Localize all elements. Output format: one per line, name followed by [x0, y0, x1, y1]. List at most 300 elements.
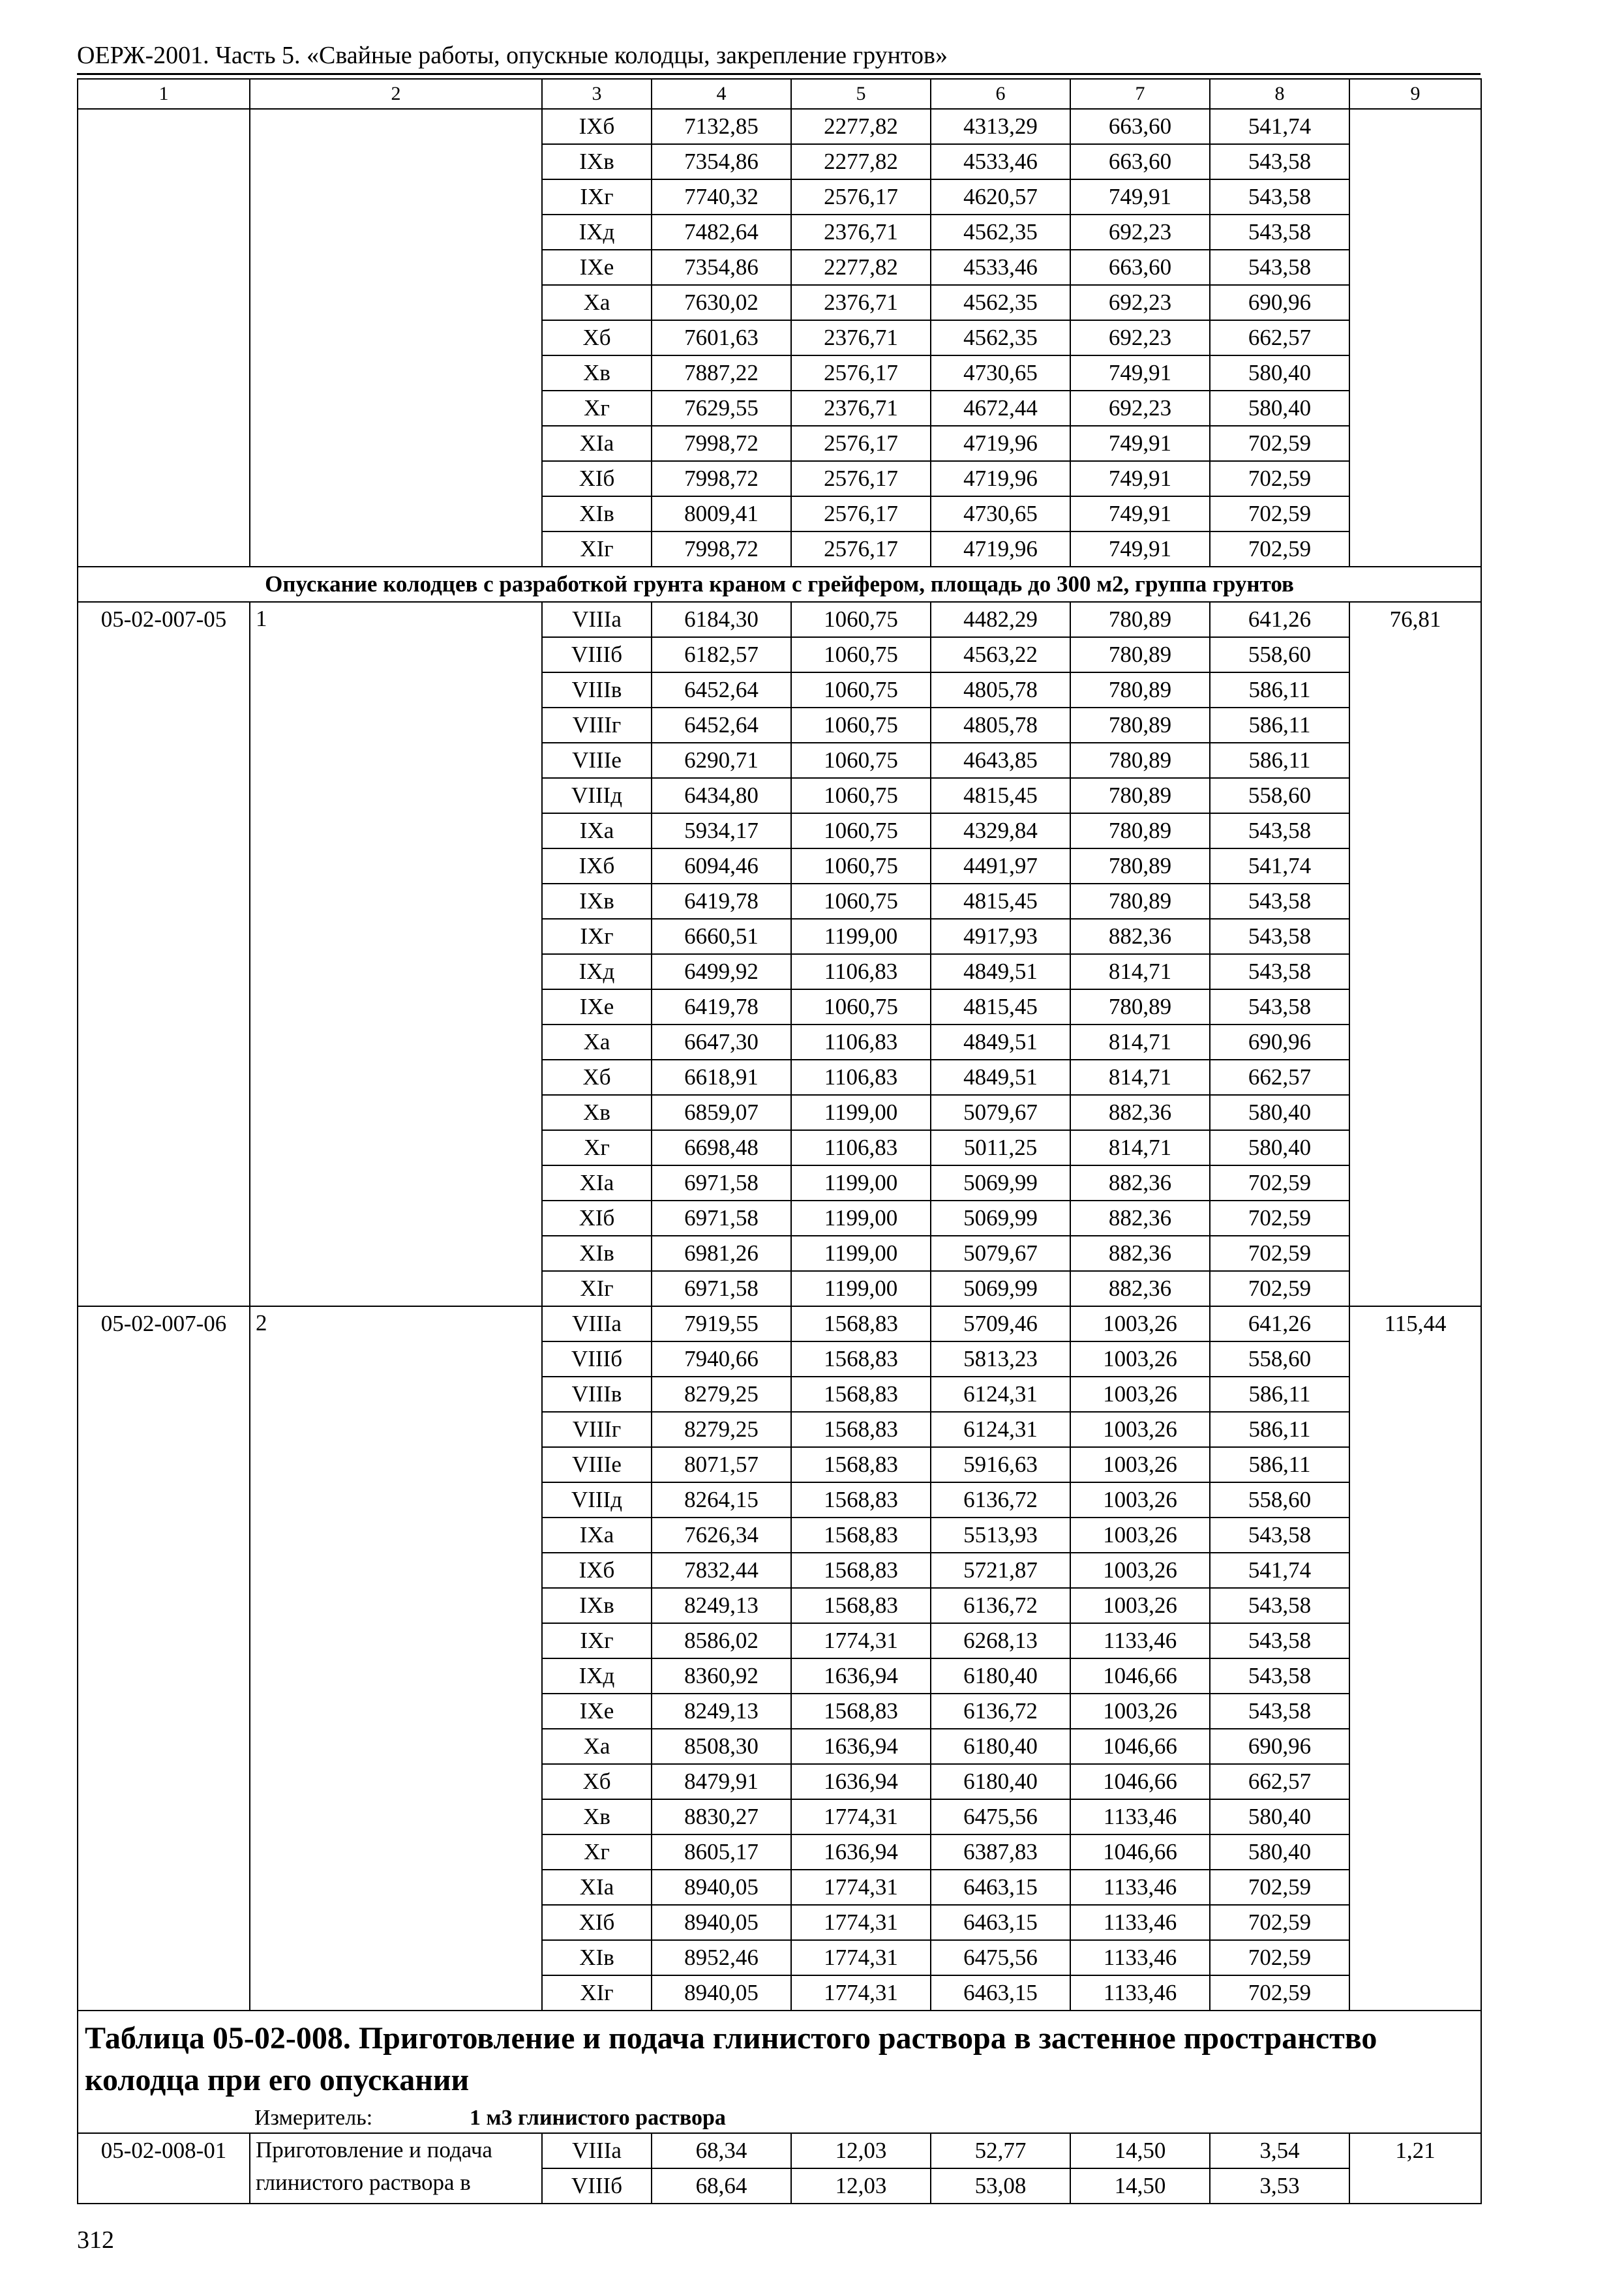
- materials-cell: 580,40: [1210, 391, 1349, 426]
- soil-group-cell: XIб: [542, 1201, 652, 1236]
- soil-group-cell: Xб: [542, 1764, 652, 1799]
- materials-cell: 543,58: [1210, 1658, 1349, 1694]
- soil-group-cell: IXа: [542, 813, 652, 848]
- total-cost-cell: 6452,64: [652, 708, 791, 743]
- soil-group-cell: Xа: [542, 1729, 652, 1764]
- wages-cell: 2576,17: [791, 496, 931, 531]
- total-cost-cell: 6182,57: [652, 637, 791, 672]
- materials-cell: 702,59: [1210, 461, 1349, 496]
- total-cost-cell: 7354,86: [652, 250, 791, 285]
- machinist-wages-cell: 882,36: [1070, 1165, 1210, 1201]
- soil-group-cell: Xг: [542, 1834, 652, 1870]
- machines-cell: 4719,96: [931, 531, 1070, 567]
- materials-cell: 702,59: [1210, 1940, 1349, 1975]
- machinist-wages-cell: 749,91: [1070, 496, 1210, 531]
- total-cost-cell: 7740,32: [652, 179, 791, 215]
- wages-cell: 1060,75: [791, 813, 931, 848]
- name-cell: Приготовление и подача глинистого раствора в: [250, 2133, 542, 2204]
- materials-cell: 580,40: [1210, 1834, 1349, 1870]
- name-cell: 2: [250, 1306, 542, 2011]
- wages-cell: 1568,83: [791, 1306, 931, 1341]
- total-cost-cell: 8071,57: [652, 1447, 791, 1482]
- wages-cell: 1199,00: [791, 1165, 931, 1201]
- machines-cell: 4620,57: [931, 179, 1070, 215]
- total-cost-cell: 7998,72: [652, 461, 791, 496]
- materials-cell: 543,58: [1210, 250, 1349, 285]
- machines-cell: 4730,65: [931, 496, 1070, 531]
- materials-cell: 641,26: [1210, 602, 1349, 637]
- machines-cell: 4563,22: [931, 637, 1070, 672]
- materials-cell: 543,58: [1210, 813, 1349, 848]
- total-cost-cell: 6971,58: [652, 1201, 791, 1236]
- wages-cell: 1774,31: [791, 1975, 931, 2011]
- machines-cell: 4849,51: [931, 1025, 1070, 1060]
- measure-row: [78, 2104, 1481, 2133]
- total-cost-cell: 8009,41: [652, 496, 791, 531]
- soil-group-cell: IXв: [542, 1588, 652, 1623]
- machines-cell: 6180,40: [931, 1729, 1070, 1764]
- materials-cell: 662,57: [1210, 1764, 1349, 1799]
- machines-cell: 4730,65: [931, 355, 1070, 391]
- soil-group-cell: VIIIв: [542, 672, 652, 708]
- machines-cell: 6136,72: [931, 1694, 1070, 1729]
- wages-cell: 1199,00: [791, 1095, 931, 1130]
- wages-cell: 1568,83: [791, 1412, 931, 1447]
- machines-cell: 4562,35: [931, 215, 1070, 250]
- total-cost-cell: 6184,30: [652, 602, 791, 637]
- column-number: 7: [1070, 79, 1210, 109]
- total-cost-cell: 7354,86: [652, 144, 791, 179]
- soil-group-cell: Xг: [542, 391, 652, 426]
- total-cost-cell: 6419,78: [652, 884, 791, 919]
- wages-cell: 1060,75: [791, 602, 931, 637]
- total-cost-cell: 7940,66: [652, 1341, 791, 1377]
- machinist-wages-cell: 780,89: [1070, 708, 1210, 743]
- machines-cell: 6463,15: [931, 1905, 1070, 1940]
- machinist-wages-cell: 780,89: [1070, 848, 1210, 884]
- table-row: [78, 109, 1481, 144]
- machines-cell: 4805,78: [931, 672, 1070, 708]
- machinist-wages-cell: 1133,46: [1070, 1940, 1210, 1975]
- total-cost-cell: 7919,55: [652, 1306, 791, 1341]
- machines-cell: 52,77: [931, 2133, 1070, 2168]
- machines-cell: 4849,51: [931, 954, 1070, 989]
- soil-group-cell: VIIIв: [542, 1377, 652, 1412]
- machines-cell: 5079,67: [931, 1095, 1070, 1130]
- machinist-wages-cell: 1003,26: [1070, 1447, 1210, 1482]
- machinist-wages-cell: 882,36: [1070, 1095, 1210, 1130]
- soil-group-cell: IXв: [542, 144, 652, 179]
- wages-cell: 2376,71: [791, 391, 931, 426]
- name-cell: 1: [250, 602, 542, 1306]
- materials-cell: 580,40: [1210, 1095, 1349, 1130]
- wages-cell: 1199,00: [791, 1236, 931, 1271]
- machinist-wages-cell: 814,71: [1070, 1060, 1210, 1095]
- wages-cell: 2376,71: [791, 215, 931, 250]
- total-cost-cell: 8940,05: [652, 1975, 791, 2011]
- soil-group-cell: VIIIг: [542, 708, 652, 743]
- machines-cell: 5916,63: [931, 1447, 1070, 1482]
- soil-group-cell: IXа: [542, 1518, 652, 1553]
- total-cost-cell: 8952,46: [652, 1940, 791, 1975]
- wages-cell: 1060,75: [791, 884, 931, 919]
- machinist-wages-cell: 1003,26: [1070, 1553, 1210, 1588]
- machinist-wages-cell: 1133,46: [1070, 1799, 1210, 1834]
- machines-cell: 6180,40: [931, 1764, 1070, 1799]
- materials-cell: 702,59: [1210, 1165, 1349, 1201]
- wages-cell: 1060,75: [791, 989, 931, 1025]
- name-cell: [250, 109, 542, 567]
- section-title-row: [78, 567, 1481, 602]
- total-cost-cell: 8605,17: [652, 1834, 791, 1870]
- total-cost-cell: 8249,13: [652, 1694, 791, 1729]
- soil-group-cell: XIв: [542, 1236, 652, 1271]
- total-cost-cell: 7601,63: [652, 320, 791, 355]
- wages-cell: 1060,75: [791, 708, 931, 743]
- materials-cell: 541,74: [1210, 1553, 1349, 1588]
- machines-cell: 4562,35: [931, 285, 1070, 320]
- machinist-wages-cell: 749,91: [1070, 426, 1210, 461]
- soil-group-cell: IXд: [542, 954, 652, 989]
- soil-group-cell: Xа: [542, 1025, 652, 1060]
- materials-cell: 586,11: [1210, 672, 1349, 708]
- table-row: [78, 2133, 1481, 2168]
- materials-cell: 543,58: [1210, 1588, 1349, 1623]
- price-cell: 115,44: [1349, 1306, 1481, 2011]
- materials-cell: 641,26: [1210, 1306, 1349, 1341]
- machines-cell: 4313,29: [931, 109, 1070, 144]
- machinist-wages-cell: 1133,46: [1070, 1870, 1210, 1905]
- wages-cell: 2376,71: [791, 320, 931, 355]
- soil-group-cell: VIIIб: [542, 2168, 652, 2204]
- wages-cell: 1060,75: [791, 778, 931, 813]
- total-cost-cell: 8508,30: [652, 1729, 791, 1764]
- total-cost-cell: 8940,05: [652, 1870, 791, 1905]
- total-cost-cell: 6660,51: [652, 919, 791, 954]
- soil-group-cell: Xг: [542, 1130, 652, 1165]
- total-cost-cell: 6499,92: [652, 954, 791, 989]
- total-cost-cell: 6419,78: [652, 989, 791, 1025]
- total-cost-cell: 7626,34: [652, 1518, 791, 1553]
- price-cell: 76,81: [1349, 602, 1481, 1306]
- materials-cell: 662,57: [1210, 1060, 1349, 1095]
- machines-cell: 53,08: [931, 2168, 1070, 2204]
- soil-group-cell: XIа: [542, 426, 652, 461]
- total-cost-cell: 7630,02: [652, 285, 791, 320]
- wages-cell: 1060,75: [791, 637, 931, 672]
- total-cost-cell: 6452,64: [652, 672, 791, 708]
- wages-cell: 2576,17: [791, 461, 931, 496]
- total-cost-cell: 8586,02: [652, 1623, 791, 1658]
- materials-cell: 586,11: [1210, 1377, 1349, 1412]
- machines-cell: 5813,23: [931, 1341, 1070, 1377]
- machinist-wages-cell: 749,91: [1070, 179, 1210, 215]
- wages-cell: 1106,83: [791, 954, 931, 989]
- column-number: 6: [931, 79, 1070, 109]
- soil-group-cell: XIв: [542, 496, 652, 531]
- total-cost-cell: 6290,71: [652, 743, 791, 778]
- machinist-wages-cell: 1003,26: [1070, 1377, 1210, 1412]
- soil-group-cell: VIIIг: [542, 1412, 652, 1447]
- total-cost-cell: 7132,85: [652, 109, 791, 144]
- materials-cell: 3,53: [1210, 2168, 1349, 2204]
- total-cost-cell: 8360,92: [652, 1658, 791, 1694]
- machinist-wages-cell: 14,50: [1070, 2168, 1210, 2204]
- machinist-wages-cell: 780,89: [1070, 813, 1210, 848]
- machinist-wages-cell: 1003,26: [1070, 1694, 1210, 1729]
- machines-cell: 6475,56: [931, 1799, 1070, 1834]
- column-number: 2: [250, 79, 542, 109]
- machines-cell: 6268,13: [931, 1623, 1070, 1658]
- soil-group-cell: XIб: [542, 1905, 652, 1940]
- total-cost-cell: 6434,80: [652, 778, 791, 813]
- machines-cell: 4815,45: [931, 884, 1070, 919]
- soil-group-cell: XIг: [542, 1271, 652, 1306]
- soil-group-cell: XIа: [542, 1870, 652, 1905]
- soil-group-cell: IXд: [542, 215, 652, 250]
- soil-group-cell: XIг: [542, 1975, 652, 2011]
- wages-cell: 1774,31: [791, 1940, 931, 1975]
- measure-label: Измеритель:: [254, 2106, 373, 2130]
- wages-cell: 12,03: [791, 2168, 931, 2204]
- machines-cell: 5513,93: [931, 1518, 1070, 1553]
- wages-cell: 2576,17: [791, 531, 931, 567]
- wages-cell: 2376,71: [791, 285, 931, 320]
- materials-cell: 662,57: [1210, 320, 1349, 355]
- soil-group-cell: VIIIа: [542, 2133, 652, 2168]
- machinist-wages-cell: 1046,66: [1070, 1764, 1210, 1799]
- machinist-wages-cell: 749,91: [1070, 461, 1210, 496]
- total-cost-cell: 7998,72: [652, 426, 791, 461]
- measure-cell: [78, 2104, 1481, 2133]
- soil-group-cell: XIг: [542, 531, 652, 567]
- soil-group-cell: IXе: [542, 250, 652, 285]
- wages-cell: 1568,83: [791, 1518, 931, 1553]
- soil-group-cell: Xб: [542, 1060, 652, 1095]
- wages-cell: 2576,17: [791, 426, 931, 461]
- materials-cell: 702,59: [1210, 1975, 1349, 2011]
- total-cost-cell: 7629,55: [652, 391, 791, 426]
- materials-cell: 702,59: [1210, 1236, 1349, 1271]
- wages-cell: 2277,82: [791, 109, 931, 144]
- machinist-wages-cell: 814,71: [1070, 954, 1210, 989]
- column-number: 3: [542, 79, 652, 109]
- machines-cell: 4719,96: [931, 426, 1070, 461]
- machinist-wages-cell: 1133,46: [1070, 1975, 1210, 2011]
- total-cost-cell: 6094,46: [652, 848, 791, 884]
- wages-cell: 1636,94: [791, 1658, 931, 1694]
- table-row: [78, 602, 1481, 637]
- machinist-wages-cell: 1003,26: [1070, 1341, 1210, 1377]
- wages-cell: 1774,31: [791, 1623, 931, 1658]
- materials-cell: 543,58: [1210, 884, 1349, 919]
- soil-group-cell: IXб: [542, 109, 652, 144]
- materials-cell: 702,59: [1210, 1201, 1349, 1236]
- total-cost-cell: 8279,25: [652, 1412, 791, 1447]
- wages-cell: 1568,83: [791, 1553, 931, 1588]
- total-cost-cell: 6647,30: [652, 1025, 791, 1060]
- column-number-row: [78, 79, 1481, 109]
- soil-group-cell: VIIIе: [542, 743, 652, 778]
- machines-cell: 6463,15: [931, 1975, 1070, 2011]
- table-caption-row: [78, 2011, 1481, 2104]
- materials-cell: 543,58: [1210, 144, 1349, 179]
- materials-cell: 541,74: [1210, 848, 1349, 884]
- price-cell: [1349, 109, 1481, 567]
- total-cost-cell: 7482,64: [652, 215, 791, 250]
- soil-group-cell: IXв: [542, 884, 652, 919]
- machines-cell: 4533,46: [931, 250, 1070, 285]
- soil-group-cell: Xа: [542, 285, 652, 320]
- machinist-wages-cell: 882,36: [1070, 1201, 1210, 1236]
- soil-group-cell: IXе: [542, 989, 652, 1025]
- page-header: ОЕРЖ-2001. Часть 5. «Свайные работы, опускные колодцы, закрепление грунтов»: [77, 42, 948, 69]
- machines-cell: 4917,93: [931, 919, 1070, 954]
- machinist-wages-cell: 882,36: [1070, 1271, 1210, 1306]
- materials-cell: 541,74: [1210, 109, 1349, 144]
- wages-cell: 1568,83: [791, 1482, 931, 1518]
- machinist-wages-cell: 1003,26: [1070, 1518, 1210, 1553]
- wages-cell: 1060,75: [791, 743, 931, 778]
- column-number: 5: [791, 79, 931, 109]
- materials-cell: 558,60: [1210, 1341, 1349, 1377]
- code-cell: 05-02-007-05: [78, 602, 250, 1306]
- machinist-wages-cell: 780,89: [1070, 884, 1210, 919]
- materials-cell: 580,40: [1210, 1130, 1349, 1165]
- soil-group-cell: VIIIе: [542, 1447, 652, 1482]
- machines-cell: 5709,46: [931, 1306, 1070, 1341]
- total-cost-cell: 68,64: [652, 2168, 791, 2204]
- wages-cell: 1568,83: [791, 1588, 931, 1623]
- machines-cell: 5079,67: [931, 1236, 1070, 1271]
- section-title: Опускание колодцев с разработкой грунта краном с грейфером, площадь до 300 м2, группа грунтов: [78, 567, 1481, 602]
- machinist-wages-cell: 692,23: [1070, 391, 1210, 426]
- machinist-wages-cell: 882,36: [1070, 1236, 1210, 1271]
- wages-cell: 1060,75: [791, 672, 931, 708]
- soil-group-cell: VIIIд: [542, 1482, 652, 1518]
- machines-cell: 5069,99: [931, 1271, 1070, 1306]
- machinist-wages-cell: 1046,66: [1070, 1729, 1210, 1764]
- total-cost-cell: 7998,72: [652, 531, 791, 567]
- materials-cell: 702,59: [1210, 1271, 1349, 1306]
- machinist-wages-cell: 692,23: [1070, 215, 1210, 250]
- machines-cell: 6180,40: [931, 1658, 1070, 1694]
- wages-cell: 1774,31: [791, 1905, 931, 1940]
- soil-group-cell: Xб: [542, 320, 652, 355]
- wages-cell: 1106,83: [791, 1025, 931, 1060]
- machines-cell: 5069,99: [931, 1201, 1070, 1236]
- machinist-wages-cell: 1046,66: [1070, 1658, 1210, 1694]
- column-number: 4: [652, 79, 791, 109]
- machines-cell: 5069,99: [931, 1165, 1070, 1201]
- wages-cell: 1199,00: [791, 1201, 931, 1236]
- header-rule: [77, 73, 1481, 75]
- soil-group-cell: XIб: [542, 461, 652, 496]
- wages-cell: 1199,00: [791, 919, 931, 954]
- page-number: 312: [77, 2226, 114, 2254]
- materials-cell: 558,60: [1210, 637, 1349, 672]
- machinist-wages-cell: 692,23: [1070, 320, 1210, 355]
- machinist-wages-cell: 814,71: [1070, 1130, 1210, 1165]
- machinist-wages-cell: 749,91: [1070, 355, 1210, 391]
- wages-cell: 2576,17: [791, 179, 931, 215]
- machinist-wages-cell: 780,89: [1070, 672, 1210, 708]
- machinist-wages-cell: 1133,46: [1070, 1905, 1210, 1940]
- soil-group-cell: IXд: [542, 1658, 652, 1694]
- wages-cell: 1199,00: [791, 1271, 931, 1306]
- materials-cell: 543,58: [1210, 1694, 1349, 1729]
- soil-group-cell: IXб: [542, 1553, 652, 1588]
- machines-cell: 4533,46: [931, 144, 1070, 179]
- table-caption: Таблица 05-02-008. Приготовление и подача глинистого раствора в застенное пространство колодца при его опускании: [78, 2011, 1481, 2104]
- soil-group-cell: VIIIб: [542, 637, 652, 672]
- wages-cell: 1568,83: [791, 1341, 931, 1377]
- total-cost-cell: 8264,15: [652, 1482, 791, 1518]
- soil-group-cell: IXг: [542, 1623, 652, 1658]
- total-cost-cell: 8830,27: [652, 1799, 791, 1834]
- machinist-wages-cell: 749,91: [1070, 531, 1210, 567]
- machines-cell: 6136,72: [931, 1588, 1070, 1623]
- machinist-wages-cell: 1046,66: [1070, 1834, 1210, 1870]
- machines-cell: 4562,35: [931, 320, 1070, 355]
- machines-cell: 4329,84: [931, 813, 1070, 848]
- soil-group-cell: XIв: [542, 1940, 652, 1975]
- total-cost-cell: 8479,91: [652, 1764, 791, 1799]
- soil-group-cell: XIа: [542, 1165, 652, 1201]
- machines-cell: 5721,87: [931, 1553, 1070, 1588]
- total-cost-cell: 6618,91: [652, 1060, 791, 1095]
- materials-cell: 586,11: [1210, 1447, 1349, 1482]
- materials-cell: 543,58: [1210, 989, 1349, 1025]
- materials-cell: 543,58: [1210, 919, 1349, 954]
- total-cost-cell: 6859,07: [652, 1095, 791, 1130]
- code-cell: 05-02-007-06: [78, 1306, 250, 2011]
- wages-cell: 1774,31: [791, 1799, 931, 1834]
- total-cost-cell: 6981,26: [652, 1236, 791, 1271]
- wages-cell: 1106,83: [791, 1130, 931, 1165]
- machines-cell: 4849,51: [931, 1060, 1070, 1095]
- wages-cell: 1636,94: [791, 1729, 931, 1764]
- materials-cell: 586,11: [1210, 708, 1349, 743]
- materials-cell: 702,59: [1210, 1870, 1349, 1905]
- machinist-wages-cell: 1003,26: [1070, 1306, 1210, 1341]
- total-cost-cell: 8279,25: [652, 1377, 791, 1412]
- machinist-wages-cell: 780,89: [1070, 743, 1210, 778]
- machinist-wages-cell: 663,60: [1070, 109, 1210, 144]
- wages-cell: 1568,83: [791, 1694, 931, 1729]
- machinist-wages-cell: 1133,46: [1070, 1623, 1210, 1658]
- machines-cell: 6136,72: [931, 1482, 1070, 1518]
- wages-cell: 1568,83: [791, 1447, 931, 1482]
- machines-cell: 4815,45: [931, 778, 1070, 813]
- materials-cell: 543,58: [1210, 954, 1349, 989]
- soil-group-cell: VIIIд: [542, 778, 652, 813]
- total-cost-cell: 6698,48: [652, 1130, 791, 1165]
- machinist-wages-cell: 1003,26: [1070, 1412, 1210, 1447]
- materials-cell: 690,96: [1210, 285, 1349, 320]
- wages-cell: 1060,75: [791, 848, 931, 884]
- wages-cell: 2277,82: [791, 144, 931, 179]
- soil-group-cell: Xв: [542, 1799, 652, 1834]
- soil-group-cell: IXе: [542, 1694, 652, 1729]
- machinist-wages-cell: 1003,26: [1070, 1588, 1210, 1623]
- column-number: 8: [1210, 79, 1349, 109]
- total-cost-cell: 5934,17: [652, 813, 791, 848]
- machinist-wages-cell: 14,50: [1070, 2133, 1210, 2168]
- machinist-wages-cell: 814,71: [1070, 1025, 1210, 1060]
- materials-cell: 543,58: [1210, 1623, 1349, 1658]
- machines-cell: 4482,29: [931, 602, 1070, 637]
